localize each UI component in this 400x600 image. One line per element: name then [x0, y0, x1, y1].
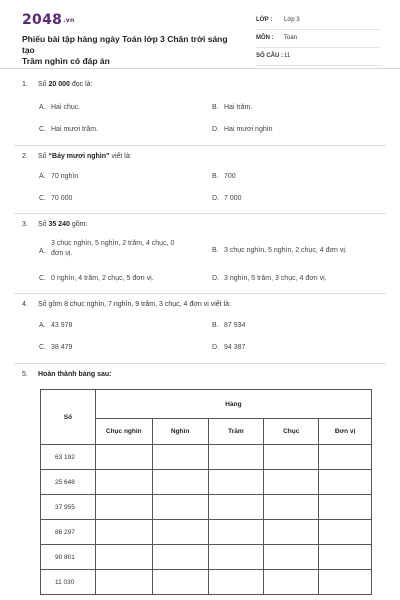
- answer-cell[interactable]: [208, 570, 264, 595]
- table-row: [41, 495, 372, 520]
- answer-cell[interactable]: [319, 495, 372, 520]
- answer-cell[interactable]: [208, 520, 264, 545]
- answer-cell[interactable]: [152, 570, 208, 595]
- table-header-number: Số: [41, 390, 96, 445]
- answer-cell[interactable]: [95, 545, 152, 570]
- answer-cell[interactable]: [264, 520, 319, 545]
- answer-cell[interactable]: [319, 570, 372, 595]
- answer-cell[interactable]: [152, 470, 208, 495]
- table-header-col: Trăm: [208, 419, 264, 445]
- answer-cell[interactable]: [152, 495, 208, 520]
- answer-cell[interactable]: [264, 570, 319, 595]
- table-row: [41, 470, 372, 495]
- answer-cell[interactable]: [319, 520, 372, 545]
- table-row: [41, 520, 372, 545]
- answer-cell[interactable]: [95, 445, 152, 470]
- table-header-col: Chục nghìn: [95, 419, 152, 445]
- brand-logo[interactable]: 2048.vn: [22, 12, 75, 28]
- answer-cell[interactable]: [264, 470, 319, 495]
- answer-cell[interactable]: [208, 495, 264, 520]
- table-row: [41, 445, 372, 470]
- answer-cell[interactable]: [208, 445, 264, 470]
- divider: [14, 363, 386, 364]
- answer-cell[interactable]: [95, 520, 152, 545]
- table-cell-number: 86 297: [41, 520, 96, 545]
- meta-row-grade: LỚP : Lớp 3: [256, 12, 380, 30]
- answer-cell[interactable]: [319, 445, 372, 470]
- answer-cell[interactable]: [208, 470, 264, 495]
- table-cell-number: 11 030: [41, 570, 96, 595]
- answer-cell[interactable]: [152, 445, 208, 470]
- worksheet-meta: [256, 12, 380, 66]
- table-cell-number: 63 192: [41, 445, 96, 470]
- table-header-col: Đơn vị: [319, 419, 372, 445]
- answer-cell[interactable]: [95, 470, 152, 495]
- answer-cell[interactable]: [95, 495, 152, 520]
- answer-cell[interactable]: [264, 445, 319, 470]
- table-row: [41, 570, 372, 595]
- answer-cell[interactable]: [152, 545, 208, 570]
- table-cell-number: 25 648: [41, 470, 96, 495]
- meta-row-question-count: SỐ CÂU : 11: [256, 48, 380, 66]
- worksheet: 2048.vn Phiếu bài tập hàng ngày Toán lớp 3 Chân trời sáng tạo Trăm nghìn có đáp án LỚP : Lớp 3 MÔN : Toán SỐ CÂU : 11 1. Số 20 000 đọc là: A. Hai chục. B. Hai trăm. C. Hai mươi trăm. D. Hai mươi nghìn 2. Số “Bảy mươi nghìn” viết là: A. 70 nghìn B. 700 C. 70 000 D. 7 000 3. Số 35 240 gồm: A. 3 chục nghìn, 5 nghìn, 2 trăm, 4 chục, 0 đơn vị. B. 3 chục nghìn, 5 nghìn, 2 chục, 4 đơn vị. C. 0 nghìn, 4 trăm, 2 chục, 5 đơn vị. D. 3 nghìn, 5 trăm, 3 chục, 4 đơn vị. 4. Số gồm 8 chục nghìn, 7 nghìn, 9 trăm, 3 chục, 4 đơn vị viết là: A. 43 978 B. 87 934 C. 38 479 D. 94 387 5. Hoàn thành bảng sau: Số Hàng Chục nghìn Nghìn Trăm Chục Đơn vị 63 192 25 648 37 955 86 297 90 801 11 030: [0, 0, 400, 600]
- divider: [14, 145, 386, 146]
- divider: [14, 293, 386, 294]
- answer-cell[interactable]: [319, 545, 372, 570]
- table-header-col: Nghìn: [152, 419, 208, 445]
- answer-cell[interactable]: [208, 545, 264, 570]
- answer-cell[interactable]: [152, 520, 208, 545]
- answer-cell[interactable]: [95, 570, 152, 595]
- table-header-col: Chục: [264, 419, 319, 445]
- divider: [14, 213, 386, 214]
- answer-cell[interactable]: [264, 495, 319, 520]
- question-3-option-a-text: 3 chục nghìn, 5 nghìn, 2 trăm, 4 chục, 0 đơn vị.: [51, 240, 175, 257]
- answer-cell[interactable]: [319, 470, 372, 495]
- meta-row-subject: MÔN : Toán: [256, 30, 380, 48]
- table-cell-number: 37 955: [41, 495, 96, 520]
- table-header-place: Hàng: [95, 390, 371, 419]
- table-cell-number: 90 801: [41, 545, 96, 570]
- worksheet-title: Phiếu bài tập hàng ngày Toán lớp 3 Chân trời sáng tạo Trăm nghìn có đáp án: [22, 34, 228, 66]
- table-row: [41, 545, 372, 570]
- place-value-table: [40, 389, 372, 595]
- worksheet-header: [0, 0, 400, 69]
- answer-cell[interactable]: [264, 545, 319, 570]
